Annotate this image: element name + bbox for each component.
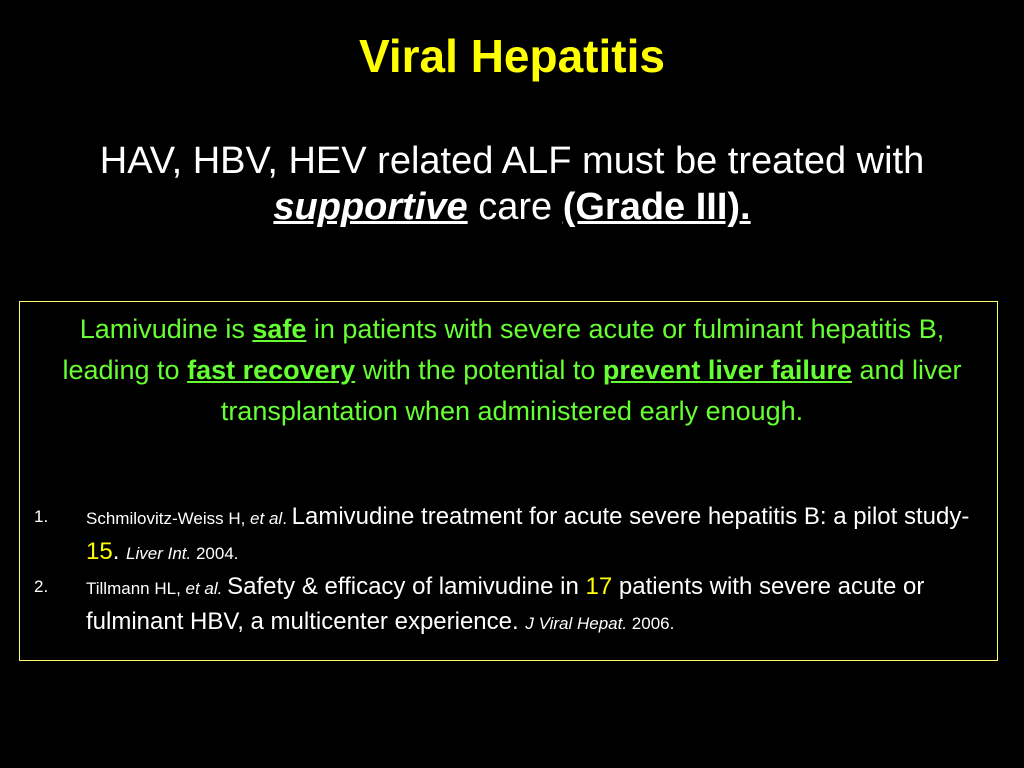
- reference-authors: Tillmann HL,: [86, 579, 186, 598]
- reference-title-a: Lamivudine treatment for acute severe hepatitis B: a pilot study-: [291, 503, 970, 530]
- reference-etal: et al.: [185, 579, 223, 598]
- reference-item: [30, 500, 995, 570]
- subtitle-part1: HAV, HBV, HEV related ALF must be treated with: [99, 140, 925, 182]
- subtitle-statement: [40, 138, 984, 230]
- reference-year: 2006.: [627, 614, 675, 633]
- lamivudine-statement: [40, 309, 984, 432]
- reference-title-a: Safety & efficacy of lamivudine in: [227, 573, 586, 600]
- statement-prevent-liver-failure: prevent liver failure: [602, 355, 852, 385]
- reference-title-b: .: [112, 538, 127, 565]
- statement-seg3: with the potential to: [355, 355, 603, 385]
- reference-title-b: patients with severe acute or fulminant HBV, a multicenter experience.: [86, 573, 925, 635]
- reference-number: 2.: [34, 577, 49, 596]
- statement-seg1: Lamivudine is: [79, 314, 253, 344]
- statement-fast-recovery: fast recovery: [187, 355, 356, 385]
- reference-journal: Liver Int.: [126, 544, 192, 563]
- subtitle-grade: (Grade III).: [562, 186, 751, 228]
- reference-patient-count: 17: [585, 573, 613, 600]
- subtitle-part2: care: [467, 186, 563, 228]
- subtitle-emphasis-supportive: supportive: [273, 186, 468, 228]
- statement-safe: safe: [252, 314, 307, 344]
- statement-seg2: in patients with severe acute or fulminant hepatitis B, leading to: [62, 314, 945, 385]
- reference-year: 2004.: [191, 544, 239, 563]
- reference-list: [30, 500, 995, 640]
- slide-title: Viral Hepatitis: [359, 30, 665, 82]
- reference-etal: et al: [250, 509, 283, 528]
- reference-patient-count: 15: [86, 538, 113, 565]
- reference-journal: J Viral Hepat.: [525, 614, 628, 633]
- reference-etal-punct: .: [282, 509, 292, 528]
- reference-item: [30, 570, 995, 640]
- reference-authors: Schmilovitz-Weiss H,: [86, 509, 251, 528]
- reference-number: 1.: [34, 507, 49, 526]
- statement-seg4: and liver transplantation when administered early enough.: [220, 355, 962, 426]
